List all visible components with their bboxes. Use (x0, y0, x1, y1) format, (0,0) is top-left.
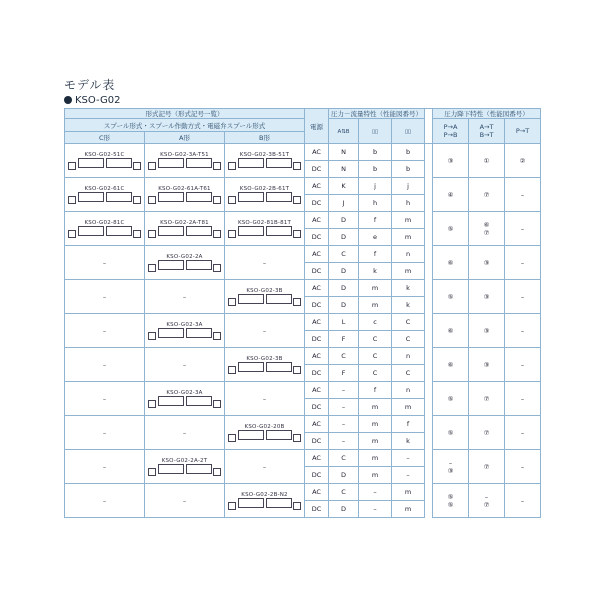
header-pa-ab: A⇅B (329, 119, 359, 144)
flow-value: m (392, 212, 425, 229)
c-type-cell: – (65, 348, 145, 382)
drop-value: ③ (469, 246, 505, 280)
valve-symbol-icon (148, 396, 222, 408)
flow-value: n (392, 348, 425, 365)
table-row (65, 212, 541, 229)
drop-value: ⑤ (433, 280, 469, 314)
drop-value: ③ (469, 348, 505, 382)
flow-value: h (392, 195, 425, 212)
table-row (65, 484, 541, 501)
c-type-cell: – (65, 450, 145, 484)
b-type-cell (225, 144, 305, 178)
model-code: KSO-G02-81C (84, 219, 125, 226)
voltage-dc: DC (305, 365, 329, 382)
drop-value: ③ (469, 280, 505, 314)
b-type-cell (225, 484, 305, 518)
flow-value: – (359, 484, 392, 501)
flow-value: f (359, 382, 392, 399)
model-code: KSO-G02-20B (244, 423, 285, 430)
a-type-cell (145, 144, 225, 178)
b-type-cell: – (225, 450, 305, 484)
a-type-cell (145, 178, 225, 212)
valve-symbol-icon (148, 226, 222, 238)
table-row (65, 348, 541, 365)
model-table (64, 108, 541, 518)
column-gap (425, 246, 433, 280)
model-code: KSO-G02-3A (166, 389, 203, 396)
flow-value: m (392, 263, 425, 280)
model-subtitle (64, 95, 121, 106)
valve-symbol-icon (228, 430, 302, 442)
drop-value: – (505, 416, 541, 450)
voltage-dc: DC (305, 467, 329, 484)
column-gap (425, 280, 433, 314)
flow-value: C (392, 365, 425, 382)
flow-value: C (392, 314, 425, 331)
a-type-cell (145, 450, 225, 484)
drop-value: ⑥ ⑦ (469, 212, 505, 246)
b-type-cell: – (225, 246, 305, 280)
c-type-cell: – (65, 416, 145, 450)
valve-symbol-icon (228, 226, 302, 238)
flow-value: m (359, 399, 392, 416)
drop-value: ⑦ (469, 382, 505, 416)
header-spool-form: スプール形式・スプール作動方式・電磁弁スプール形式 (65, 119, 305, 132)
flow-value: C (359, 365, 392, 382)
drop-value: – (505, 314, 541, 348)
flow-value: D (329, 212, 359, 229)
model-code: KSO-G02-3B (246, 287, 283, 294)
c-type-cell: – (65, 382, 145, 416)
a-type-cell: – (145, 280, 225, 314)
voltage-dc: DC (305, 501, 329, 518)
voltage-ac: AC (305, 178, 329, 195)
flow-value: C (329, 484, 359, 501)
valve-symbol-icon (228, 158, 302, 170)
flow-value: k (359, 263, 392, 280)
table-row (65, 314, 541, 331)
flow-value: J (329, 195, 359, 212)
flow-value: C (392, 331, 425, 348)
flow-value: m (359, 433, 392, 450)
c-type-cell (65, 212, 145, 246)
flow-value: b (392, 161, 425, 178)
drop-value: ⑤ (433, 416, 469, 450)
flow-value: b (359, 144, 392, 161)
drop-value: – (505, 382, 541, 416)
table-row (65, 178, 541, 195)
b-type-cell: – (225, 382, 305, 416)
drop-value: ⑦ (469, 178, 505, 212)
page-title: モデル表 (64, 78, 116, 92)
valve-symbol-icon (148, 260, 222, 272)
flow-value: K (329, 178, 359, 195)
a-type-cell (145, 314, 225, 348)
flow-value: k (392, 433, 425, 450)
flow-value: m (359, 416, 392, 433)
model-code: KSO-G02-2B-N2 (241, 491, 288, 498)
voltage-dc: DC (305, 297, 329, 314)
a-type-cell: – (145, 416, 225, 450)
a-type-cell (145, 382, 225, 416)
flow-value: F (329, 331, 359, 348)
drop-value: ④ (433, 178, 469, 212)
flow-value: m (392, 501, 425, 518)
valve-symbol-icon (228, 294, 302, 306)
flow-value: m (359, 280, 392, 297)
flow-value: f (392, 416, 425, 433)
voltage-ac: AC (305, 144, 329, 161)
table-row (65, 246, 541, 263)
column-gap (425, 416, 433, 450)
flow-value: k (392, 280, 425, 297)
flow-value: j (359, 178, 392, 195)
flow-value: D (329, 467, 359, 484)
voltage-dc: DC (305, 433, 329, 450)
b-type-cell (225, 212, 305, 246)
valve-symbol-icon (148, 192, 222, 204)
flow-value: f (359, 246, 392, 263)
flow-value: C (329, 348, 359, 365)
flow-value: f (359, 212, 392, 229)
flow-value: N (329, 161, 359, 178)
header-pressure-flow: 圧力－流量特性（性能図番号） (329, 109, 425, 119)
voltage-ac: AC (305, 450, 329, 467)
drop-value: ⑥ (433, 246, 469, 280)
c-type-cell: – (65, 280, 145, 314)
drop-value: ⑤ (433, 382, 469, 416)
c-type-cell (65, 144, 145, 178)
voltage-dc: DC (305, 331, 329, 348)
a-type-cell: – (145, 484, 225, 518)
drop-value: ⑤ ⑤ (433, 484, 469, 518)
flow-value: m (392, 229, 425, 246)
valve-symbol-icon (148, 328, 222, 340)
model-code: KSO-G02-61A-T61 (158, 185, 211, 192)
flow-value: D (329, 297, 359, 314)
voltage-ac: AC (305, 348, 329, 365)
voltage-ac: AC (305, 246, 329, 263)
valve-symbol-icon (228, 498, 302, 510)
c-type-cell: – (65, 314, 145, 348)
c-type-cell: – (65, 246, 145, 280)
flow-value: – (329, 399, 359, 416)
model-code: KSO-G02-2A (166, 253, 203, 260)
drop-value: ⑥ (433, 348, 469, 382)
flow-value: c (359, 314, 392, 331)
header-pa-diagram: ▯▯ (359, 119, 392, 144)
b-type-cell: – (225, 314, 305, 348)
column-gap (425, 382, 433, 416)
drop-value: ③ (469, 314, 505, 348)
bullet-icon (64, 96, 72, 104)
header-a-type: A形 (145, 132, 225, 144)
flow-value: m (392, 484, 425, 501)
flow-value: L (329, 314, 359, 331)
flow-value: – (359, 501, 392, 518)
column-gap (425, 314, 433, 348)
model-code: KSO-G02-3A-T51 (160, 151, 209, 158)
header-pressure-drop: 圧力降下特性（性能図番号） (433, 109, 541, 119)
flow-value: C (359, 331, 392, 348)
model-name: KSO-G02 (75, 95, 121, 106)
drop-value: ① (469, 144, 505, 178)
flow-value: k (392, 297, 425, 314)
drop-value: – ⑦ (469, 484, 505, 518)
flow-value: b (392, 144, 425, 161)
flow-value: e (359, 229, 392, 246)
flow-value: – (329, 416, 359, 433)
flow-value: m (359, 467, 392, 484)
model-code: KSO-G02-61C (84, 185, 125, 192)
a-type-cell (145, 246, 225, 280)
voltage-dc: DC (305, 263, 329, 280)
model-code: KSO-G02-3B-51T (239, 151, 290, 158)
valve-symbol-icon (68, 192, 142, 204)
table-row (65, 280, 541, 297)
header-voltage: 電源 (305, 109, 329, 144)
flow-value: D (329, 263, 359, 280)
drop-value: – (505, 280, 541, 314)
c-type-cell (65, 178, 145, 212)
column-gap (425, 212, 433, 246)
drop-value: – (505, 178, 541, 212)
b-type-cell (225, 280, 305, 314)
header-pa-pb: P→A P→B (433, 119, 469, 144)
drop-value: – (505, 484, 541, 518)
header-pb-diagram: ▯▯ (392, 119, 425, 144)
flow-value: h (359, 195, 392, 212)
valve-symbol-icon (68, 226, 142, 238)
drop-value: ② (505, 144, 541, 178)
voltage-ac: AC (305, 382, 329, 399)
b-type-cell (225, 178, 305, 212)
flow-value: C (329, 450, 359, 467)
drop-value: – (505, 450, 541, 484)
voltage-ac: AC (305, 484, 329, 501)
column-gap (425, 178, 433, 212)
flow-value: m (359, 297, 392, 314)
column-gap (425, 450, 433, 484)
valve-symbol-icon (228, 192, 302, 204)
model-code: KSO-G02-2A-2T (161, 457, 208, 464)
header-symbol-group: 形式記号（形式記号一覧） (65, 109, 305, 119)
voltage-dc: DC (305, 399, 329, 416)
flow-value: n (392, 246, 425, 263)
voltage-ac: AC (305, 416, 329, 433)
flow-value: m (392, 399, 425, 416)
b-type-cell (225, 348, 305, 382)
voltage-ac: AC (305, 280, 329, 297)
drop-value: ⑥ (433, 314, 469, 348)
column-gap (425, 144, 433, 178)
drop-value: – ③ (433, 450, 469, 484)
header-c-type: C形 (65, 132, 145, 144)
header-pt: P→T (505, 119, 541, 144)
model-code: KSO-G02-2A-T81 (160, 219, 209, 226)
flow-value: D (329, 501, 359, 518)
flow-value: F (329, 365, 359, 382)
valve-symbol-icon (228, 362, 302, 374)
flow-value: C (329, 246, 359, 263)
table-row (65, 416, 541, 433)
model-code: KSO-G02-81B-81T (237, 219, 292, 226)
voltage-dc: DC (305, 229, 329, 246)
flow-value: n (392, 382, 425, 399)
column-gap (425, 484, 433, 518)
a-type-cell: – (145, 348, 225, 382)
drop-value: ⑦ (469, 416, 505, 450)
drop-value: ③ (433, 144, 469, 178)
column-gap (425, 348, 433, 382)
table-row (65, 450, 541, 467)
drop-value: – (505, 246, 541, 280)
c-type-cell: – (65, 484, 145, 518)
flow-value: – (392, 467, 425, 484)
model-code: KSO-G02-3B (246, 355, 283, 362)
drop-value: – (505, 212, 541, 246)
flow-value: D (329, 280, 359, 297)
flow-value: N (329, 144, 359, 161)
flow-value: – (329, 433, 359, 450)
drop-value: ⑦ (469, 450, 505, 484)
valve-symbol-icon (68, 158, 142, 170)
flow-value: – (392, 450, 425, 467)
valve-symbol-icon (148, 464, 222, 476)
valve-symbol-icon (148, 158, 222, 170)
column-gap (425, 109, 433, 144)
flow-value: b (359, 161, 392, 178)
model-code: KSO-G02-3A (166, 321, 203, 328)
drop-value: ⑤ (433, 212, 469, 246)
voltage-ac: AC (305, 314, 329, 331)
flow-value: C (359, 348, 392, 365)
table-row (65, 382, 541, 399)
model-code: KSO-G02-51C (84, 151, 125, 158)
flow-value: j (392, 178, 425, 195)
table-row (65, 144, 541, 161)
header-b-type: B形 (225, 132, 305, 144)
drop-value: – (505, 348, 541, 382)
header-at-bt: A→T B→T (469, 119, 505, 144)
flow-value: m (359, 450, 392, 467)
voltage-dc: DC (305, 195, 329, 212)
a-type-cell (145, 212, 225, 246)
flow-value: D (329, 229, 359, 246)
b-type-cell (225, 416, 305, 450)
voltage-ac: AC (305, 212, 329, 229)
model-code: KSO-G02-2B-61T (239, 185, 290, 192)
voltage-dc: DC (305, 161, 329, 178)
flow-value: – (329, 382, 359, 399)
